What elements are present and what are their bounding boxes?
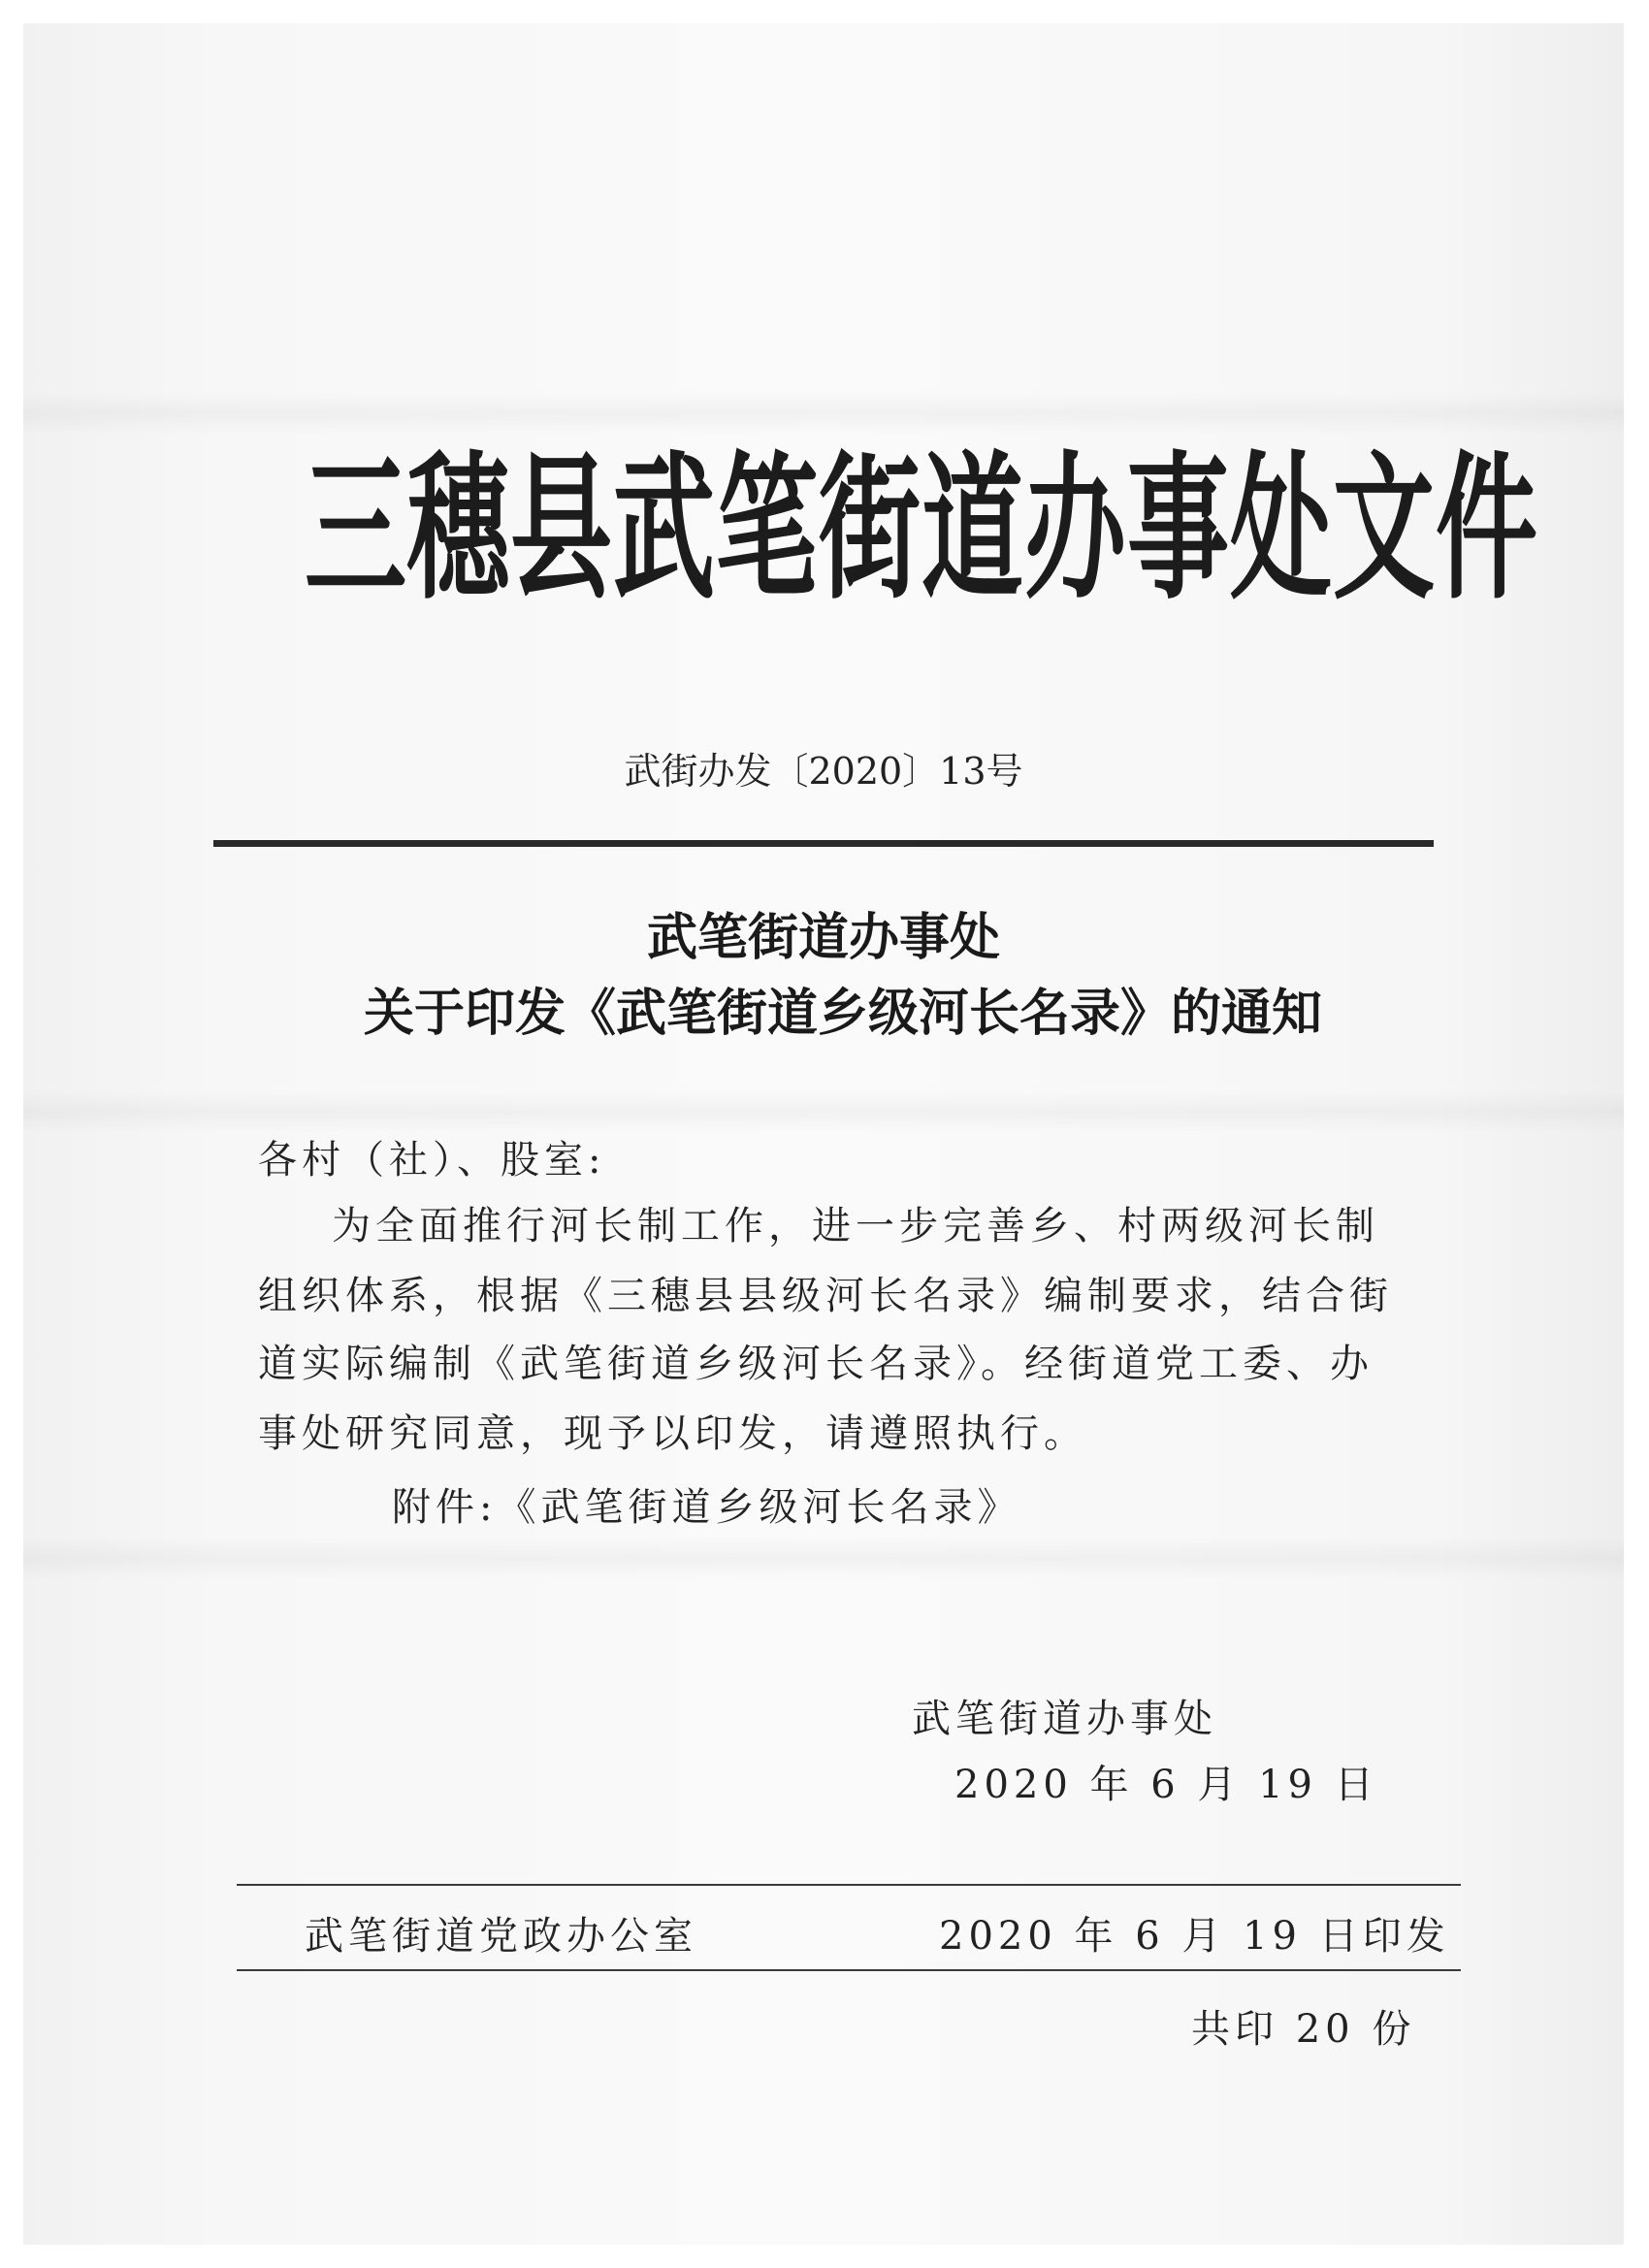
body-paragraph-line: 为全面推行河长制工作，进一步完善乡、村两级河长制 (332, 1204, 1379, 1248)
footer-rule-bottom (237, 1969, 1461, 1971)
attachment-note: 附件:《武笔街道乡级河长名录》 (392, 1485, 1021, 1530)
document-number: 武街办发〔2020〕13号 (624, 750, 1023, 793)
header-divider (213, 840, 1434, 847)
footer-copies: 共印 20 份 (1191, 2007, 1416, 2052)
body-paragraph-line: 事处研究同意，现予以印发，请遵照执行。 (258, 1411, 1087, 1456)
scan-shadow-band (23, 1090, 1624, 1133)
signature-date: 2020 年 6 月 19 日 (954, 1763, 1378, 1807)
document-page (23, 23, 1624, 2245)
footer-rule-top (237, 1884, 1461, 1886)
footer-print-date: 2020 年 6 月 19 日印发 (939, 1914, 1450, 1959)
notice-title-line1: 武笔街道办事处 (646, 908, 1000, 967)
footer-office: 武笔街道党政办公室 (305, 1914, 697, 1959)
body-paragraph-line: 组织体系，根据《三穗县县级河长名录》编制要求，结合街 (258, 1274, 1393, 1318)
scan-shadow-band (23, 1537, 1624, 1579)
document-header-title: 三穗县武笔街道办事处文件 (305, 434, 1539, 622)
notice-title-line2: 关于印发《武笔街道乡级河长名录》的通知 (363, 984, 1322, 1043)
salutation: 各村（社）、股室: (258, 1138, 606, 1183)
signature-issuer: 武笔街道办事处 (912, 1697, 1217, 1741)
body-paragraph-line: 道实际编制《武笔街道乡级河长名录》。经街道党工委、办 (258, 1342, 1374, 1386)
